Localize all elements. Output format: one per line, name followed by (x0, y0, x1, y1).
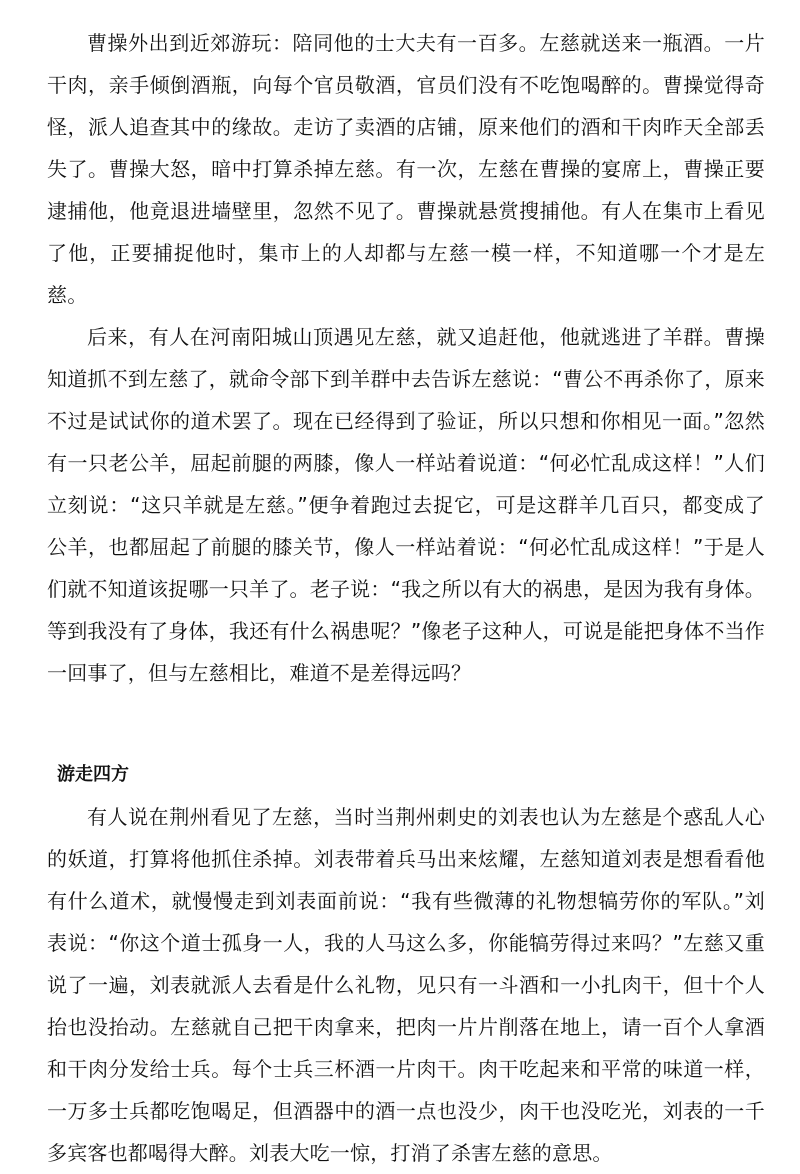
paragraph-zuo-ci-liu-biao: 有人说在荆州看见了左慈，当时当荆州刺史的刘表也认为左慈是个惑乱人心的妖道，打算将他抓住杀掉。刘表带着兵马出来炫耀，左慈知道刘表是想看看他有什么道术，就慢慢走到刘表面前说：“我有些微薄的礼物想犒劳你的军队。”刘表说：“你这个道士孤身一人，我的人马这么多，你能犒劳得过来吗？”左慈又重说了一遍，刘表就派人去看是什么礼物，见只有一斗酒和一小扎肉干，但十个人抬也没抬动。左慈就自己把干肉拿来，把肉一片片削落在地上，请一百个人拿酒和干肉分发给士兵。每个士兵三杯酒一片肉干。肉干吃起来和平常的味道一样，一万多士兵都吃饱喝足，但酒器中的酒一点也没少，肉干也没吃光，刘表的一千多宾客也都喝得大醉。刘表大吃一惊，打消了杀害左慈的意思。 (47, 805, 765, 1165)
document-page (47, 22, 765, 1174)
paragraph-zuo-ci-feast: 曹操外出到近郊游玩：陪同他的士大夫有一百多。左慈就送来一瓶酒。一片干肉，亲手倾倒酒瓶，向每个官员敬酒，官员们没有不吃饱喝醉的。曹操觉得奇怪，派人追查其中的缘故。走访了卖酒的店铺，原来他们的酒和干肉昨天全部丢失了。曹操大怒，暗中打算杀掉左慈。有一次，左慈在曹操的宴席上，曹操正要逮捕他，他竟退进墙壁里，忽然不见了。曹操就悬赏搜捕他。有人在集市上看见了他，正要捕捉他时，集市上的人却都与左慈一模一样，不知道哪一个才是左慈。 (47, 31, 765, 307)
section-heading: 游走四方 (57, 764, 129, 785)
paragraph-zuo-ci-sheep: 后来，有人在河南阳城山顶遇见左慈，就又追赶他，他就逃进了羊群。曹操知道抓不到左慈了，就命令部下到羊群中去告诉左慈说：“曹公不再杀你了，原来不过是试试你的道术罢了。现在已经得到了验证，所以只想和你相见一面。”忽然有一只老公羊，屈起前腿的两膝，像人一样站着说道：“何必忙乱成这样！”人们立刻说：“这只羊就是左慈。”便争着跑过去捉它，可是这群羊几百只，都变成了公羊，也都屈起了前腿的膝关节，像人一样站着说：“何必忙乱成这样！”于是人们就不知道该捉哪一只羊了。老子说：“我之所以有大的祸患，是因为我有身体。等到我没有了身体，我还有什么祸患呢？”像老子这种人，可说是能把身体不当作一回事了，但与左慈相比，难道不是差得远吗？ (47, 325, 765, 685)
